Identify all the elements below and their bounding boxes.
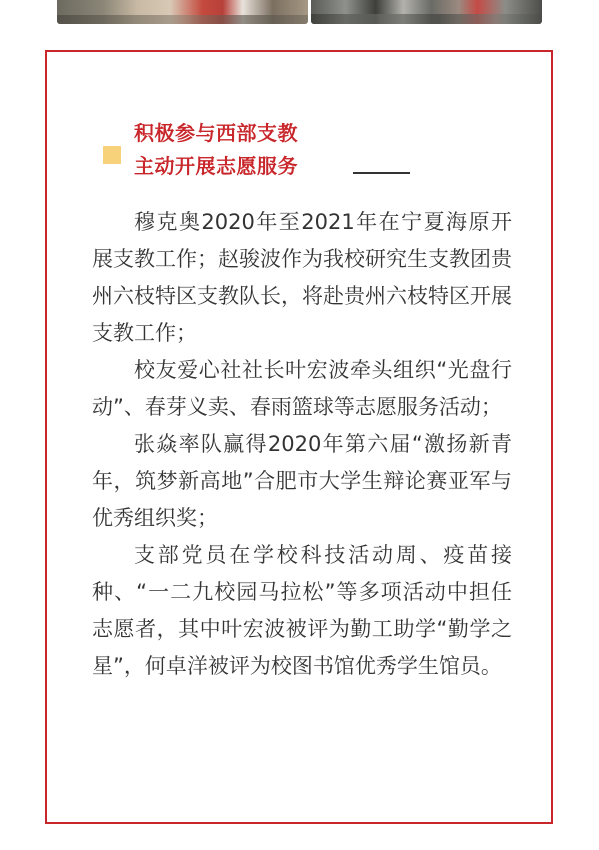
heading-marker [103,146,121,164]
section-heading-line1: 积极参与西部支教 [134,121,298,145]
paragraph-charity: 校友爱心社社长叶宏波牵头组织“光盘行动”、春芽义卖、春雨篮球等志愿服务活动； [92,358,512,419]
body-text [92,204,512,685]
heading-rule [353,172,410,174]
section-heading [134,117,298,183]
section-heading-line2: 主动开展志愿服务 [134,154,298,178]
paragraph-debate: 张焱率队赢得2020年第六届“激扬新青年，筑梦新高地”合肥市大学生辩论赛亚军与优秀组织奖； [92,432,512,530]
paragraph-volunteers: 支部党员在学校科技活动周、疫苗接种、“一二九校园马拉松”等多项活动中担任志愿者，其中叶宏波被评为勤工助学“勤学之星”，何卓洋被评为校图书馆优秀学生馆员。 [92,543,512,678]
activity-photo-right [311,0,542,24]
activity-photo-left [57,0,308,24]
paragraph-teaching: 穆克奥2020年至2021年在宁夏海原开展支教工作；赵骏波作为我校研究生支教团贵州六枝特区支教队长，将赴贵州六枝特区开展支教工作； [92,210,512,345]
